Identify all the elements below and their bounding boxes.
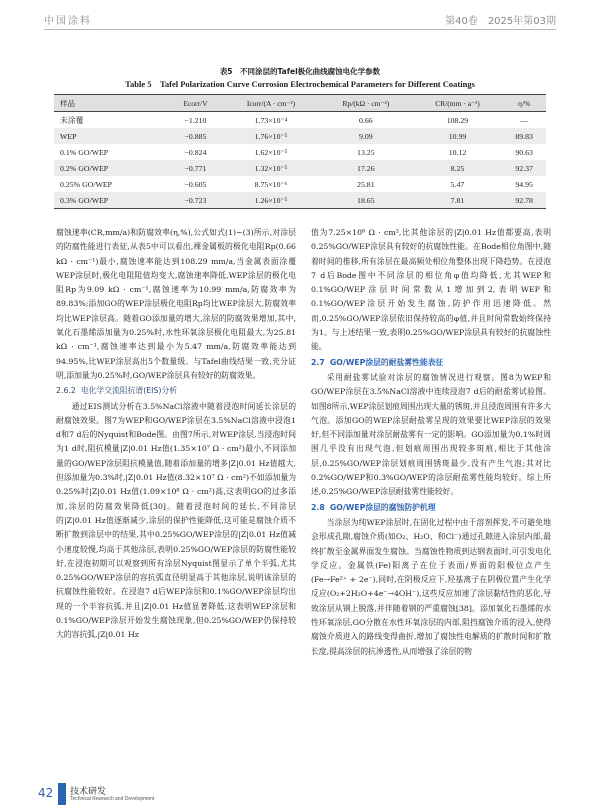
table-cell: 17.26 [319, 160, 413, 176]
right-column [311, 226, 551, 659]
table-cell: −0.605 [184, 179, 207, 189]
table-cell: 108.29 [446, 115, 469, 125]
table-cell: 92.78 [502, 192, 546, 209]
paragraph: 通过EIS测试分析在3.5%NaCl溶液中随着浸泡时间延长涂层的耐腐蚀效果。图7为WEP和GO/WEP涂层在3.5%NaCl溶液中浸泡1 d和7 d后的Nyquist和Bode图。由图7所示,对WEP涂层,当浸泡时间为1 d时,阻抗模量|Z|0.01 Hz值(1.35×10⁷ Ω · cm²)最小,不同添加量的GO/WEP涂层阻抗模量值,随着添加量的增多|Z|0.01 Hz值越大,但添加量为0.3%时,|Z|0.01 Hz值(8.32×10⁷ Ω · cm²)不如添加量为0.25%时|Z|0.01 Hz值(1.09×10⁸ Ω · cm²)高,这表明GO的过多添加,涂层的防腐效果降低[30]。随着浸泡时间的延长,不同涂层的|Z|0.01 Hz值逐渐减少,涂层的保护性能降低,这可能是腐蚀介质不断扩散到涂层中的结果,其中0.25%GO/WEP涂层的|Z|0.01 Hz值减小速度较慢,均高于其他涂层,表明0.25%GO/WEP涂层的防腐性能较好,在浸泡初期可以观察到所有涂层Nyquist图显示了单个半弧,尤其0.25%GO/WEP涂层的容抗弧直径明显高于其他涂层,说明该涂层的抗腐蚀性能较好。在浸泡7 d后WEP涂层和0.1%GO/WEP涂层均出现的一个半容抗弧,并且|Z|0.01 Hz值显著降低,这表明WEP涂层和0.1%GO/WEP涂层开始发生腐蚀现象,但0.25%GO/WEP仍保持较大的容抗弧,|Z|0.01 Hz [56, 401, 296, 640]
table-cell: — [520, 115, 529, 125]
table-cell: 90.63 [515, 147, 533, 157]
table-cell: −0.885 [168, 128, 223, 144]
table-header-cell: Rp/(kΩ · cm⁻²) [319, 95, 413, 112]
table-cell: 0.3% GO/WEP [54, 192, 168, 209]
table-cell: 94.95 [515, 179, 533, 189]
section-heading-2-6-2 [56, 384, 296, 398]
table-cell: 8.25 [413, 160, 503, 176]
section-heading-2-8 [311, 501, 551, 515]
table-row [54, 192, 546, 209]
table-header-cell: CR/(mm · a⁻¹) [413, 95, 503, 112]
left-column [56, 226, 296, 643]
section-number: 2.6.2 [56, 386, 76, 396]
table-cell: 10.99 [413, 128, 503, 144]
table-cell: 0.2% GO/WEP [54, 160, 168, 176]
table-cell: 8.75×10⁻⁶ [254, 179, 288, 189]
page-number: 42 [38, 786, 54, 800]
section-title: GO/WEP涂层的耐盐雾性能表征 [329, 357, 444, 367]
running-header [44, 6, 556, 28]
table-cell: 18.65 [319, 192, 413, 209]
table-caption-cn: 表5 不同涂层的Tafel极化曲线腐蚀电化学参数 [219, 67, 381, 76]
footer-accent-bar [58, 783, 66, 805]
table-cell: 5.47 [450, 179, 465, 189]
table-cell: 89.83 [502, 128, 546, 144]
table-row [54, 144, 546, 160]
table-header-cell: Icorr/(A · cm⁻²) [223, 95, 319, 112]
paragraph: 采用耐盐雾试验对涂层的腐蚀情况进行观察。图8为WEP和GO/WEP涂层在3.5%NaCl溶液中连续浸泡7 d后的耐盐雾试验图。如图8所示,WEP涂层划痕周围出现大量的锈斑,并且浸泡周围有许多大气泡。添加GO的WEP涂层耐盐雾呈现的效果要比WEP涂层的效果好,但不同添加量对涂层耐盐雾有一定的影响。GO添加量为0.1%时周围几乎没有出现气泡,但划痕周围出现较多斑痕,相比于其他涂层,0.25%GO/WEP涂层划痕周围锈斑最少,没有产生气泡;其对比0.2%GO/WEP和0.3%GO/WEP的涂层耐盐雾性能均较好。综上所述,0.25%GO/WEP涂层耐盐雾性能较好。 [311, 372, 551, 497]
paragraph: 当涂层为纯WEP涂层时,在固化过程中由于溶剂挥发,不可避免地会形成孔隙,腐蚀介质(如O₂、H₂O、和Cl⁻)通过孔隙进入涂层内部,最终扩散至金属界面发生腐蚀。当腐蚀性物质到达钢表面时,可引发电化学反应。金属铁(Fe)阳离子在位于表面/界面的阳极位点产生(Fe→Fe²⁺ + 2e⁻),同时,在阴极反应下,羟基离子在阴极位置产生化学反应(O₂+2H₂O+4e⁻→4OH⁻),这些反应加速了涂层黏结性的恶化,导致涂层从钢上脱落,并伴随着钢的严重腐蚀[38]。添加氧化石墨烯的水性环氧涂层,GO分散在水性环氧涂层的内部,阻挡腐蚀介质的浸入,使得腐蚀介质进入的路线变得曲折,增加了腐蚀性电解质的扩散时间和扩散长度,提高涂层的抗渗透性,从而增强了涂层的物 [311, 517, 551, 656]
table-cell: 1.32×10⁻⁵ [223, 160, 319, 176]
issue-info: 第40卷 2025年第03期 [445, 16, 556, 27]
table-cell: 1.62×10⁻⁵ [254, 147, 288, 157]
table-cell: −0.824 [184, 147, 207, 157]
table-caption-en: Table 5 Tafel Polarization Curve Corrosion Electrochemical Parameters for Different Coatings [125, 79, 475, 89]
table-cell: 未涂覆 [60, 115, 84, 125]
journal-name: 中国涂料 [44, 16, 92, 27]
table-cell: 7.81 [413, 192, 503, 209]
footer-section-en: Technical Research and Development [70, 796, 155, 802]
tafel-parameters-table [54, 94, 546, 209]
section-title: 电化学交流阻抗谱(EIS)分析 [80, 386, 178, 396]
footer-section-cn: 技术研发 [70, 787, 107, 797]
table-row [54, 160, 546, 176]
table-cell: 10.12 [448, 147, 467, 157]
table-cell: 1.76×10⁻⁵ [223, 128, 319, 144]
table-header-row [54, 95, 546, 112]
table-header-cell: η/% [502, 95, 546, 112]
table-row [54, 176, 546, 192]
table-header-cell: Ecorr/V [168, 95, 223, 112]
table-cell: 92.37 [502, 160, 546, 176]
table-cell: 13.25 [357, 147, 375, 157]
table-cell: 25.81 [357, 179, 375, 189]
table-cell: −1.210 [184, 115, 207, 125]
table-cell: 9.09 [319, 128, 413, 144]
table-row [54, 128, 546, 144]
section-title: GO/WEP涂层的腐蚀防护机理 [329, 502, 436, 512]
header-divider [44, 29, 556, 30]
table-cell: 1.26×10⁻⁵ [223, 192, 319, 209]
section-number: 2.7 [311, 357, 325, 367]
table-cell: 1.73×10⁻⁴ [254, 115, 288, 125]
section-heading-2-7 [311, 356, 551, 370]
paragraph: 腐蚀速率(CR,mm/a)和防腐效率(η,%),公式如式(1)~(3)所示,对涂层的防腐性能进行表征,从表5中可以看出,裸金属板的极化电阻Rp(0.66 kΩ · cm⁻¹)最小,腐蚀速率能达到108.29 mm/a,当金属表面涂覆WEP涂层时,极化电阻阻值均变大,腐蚀速率降低,WEP涂层的极化电阻Rp为9.09 kΩ · cm⁻¹,腐蚀速率为10.99 mm/a,防腐效率为89.83%;添加GO的WEP涂层极化电阻Rp均比WEP涂层大,防腐效率均比WEP涂层高。随着GO添加量的增大,涂层的防腐效果增加,其中,氧化石墨烯添加量为0.25%时,水性环氧涂层极化电阻最大,为25.81 kΩ · cm⁻¹,腐蚀速率达到最小为5.47 mm/a,防腐效率能达到94.95%,比WEP涂层高出5个数量级。与Tafel曲线结果一致,充分证明,添加量为0.25%时,GO/WEP涂层具有较好的防腐效果。 [56, 228, 296, 380]
table-cell: −0.771 [168, 160, 223, 176]
section-number: 2.8 [311, 502, 325, 512]
paragraph: 值为7.25×10⁸ Ω · cm²,比其他涂层的|Z|0.01 Hz值都要高,表明0.25%GO/WEP涂层具有较好的抗腐蚀性能。在Bode相位角图中,随着时间的推移,所有涂层在最高频处相位角整体出现下降趋势。在浸泡7 d后Bode图中不同涂层的相位角φ值均降低,尤其WEP和0.1%GO/WEP涂层时间常数从1增加到2,表明WEP和0.1%GO/WEP涂层开始发生腐蚀,防护作用迅速降低。然而,0.25%GO/WEP涂层依旧保持较高的φ值,并且时间常数始终保持为1。与上述结果一致,表明0.25%GO/WEP涂层具有较好的抗腐蚀性能。 [311, 228, 551, 352]
table-cell: 0.1% GO/WEP [60, 147, 109, 157]
table-header-cell: 样品 [54, 95, 168, 112]
table-cell: 0.66 [359, 115, 373, 125]
table-row [54, 112, 546, 129]
table-cell: 0.25% GO/WEP [60, 179, 112, 189]
table-cell: −0.723 [168, 192, 223, 209]
table-cell: WEP [54, 128, 168, 144]
